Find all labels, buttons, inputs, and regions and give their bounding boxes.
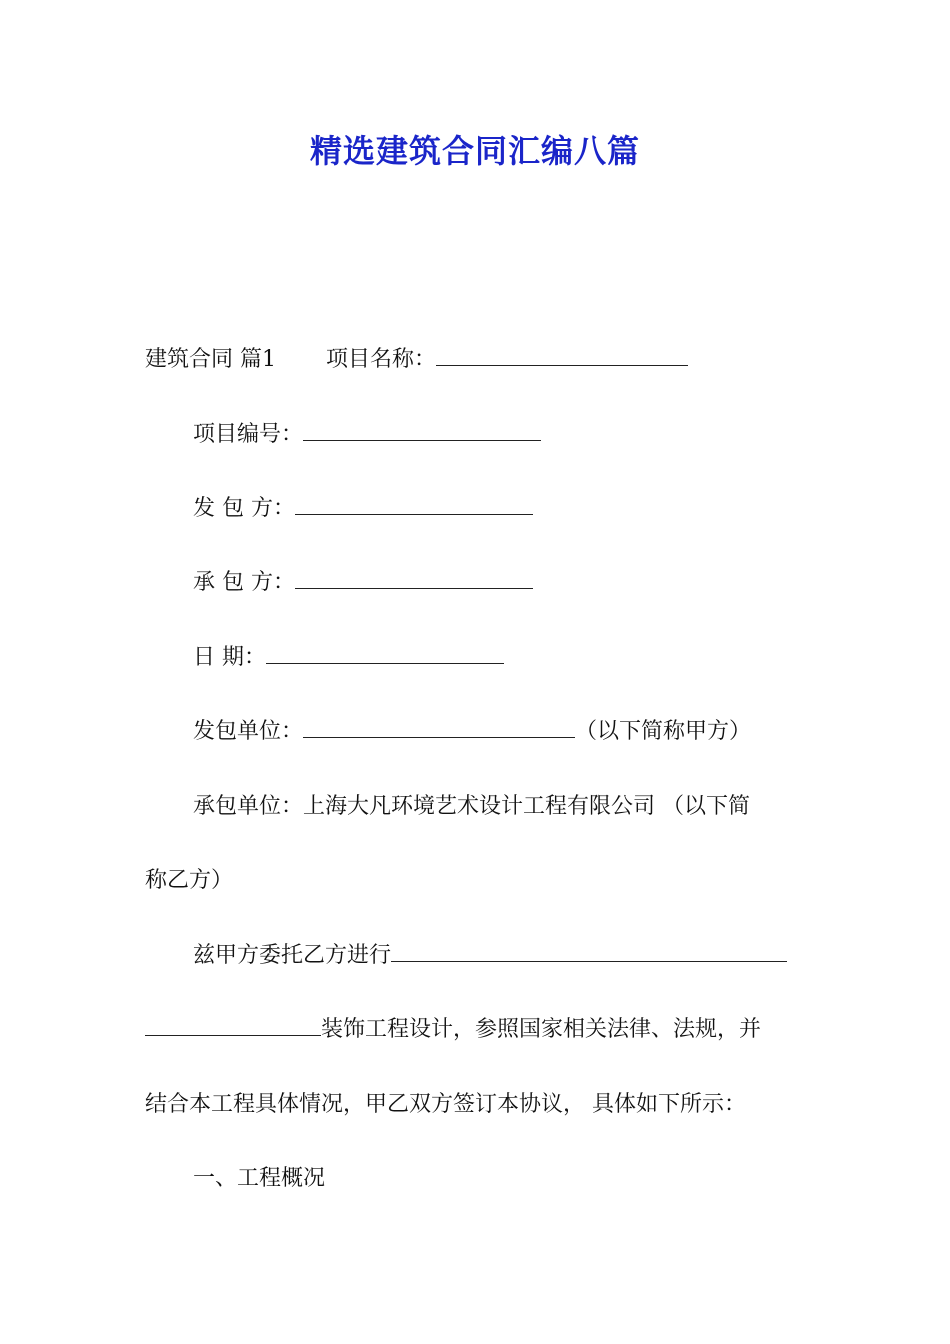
commission-line	[193, 941, 787, 971]
contractor-unit-line: 承包单位：上海大凡环境艺术设计工程有限公司 （以下简	[193, 794, 750, 819]
contract-heading: 建筑合同 篇1	[145, 347, 276, 372]
date-label: 日 期：	[193, 645, 266, 670]
project-name-blank	[436, 345, 688, 366]
agreement-line: 结合本工程具体情况，甲乙双方签订本协议， 具体如下所示：	[145, 1092, 746, 1117]
employer-unit-blank	[303, 717, 575, 738]
employer-unit-label: 发包单位：	[193, 719, 304, 744]
commission-text: 兹甲方委托乙方进行	[193, 943, 392, 968]
contractor-label: 承 包 方：	[193, 570, 295, 595]
employer-unit-line	[193, 717, 751, 747]
contractor-unit-continued: 称乙方）	[145, 868, 234, 893]
contract-heading-line	[145, 345, 688, 375]
project-number-line	[193, 420, 541, 450]
date-blank	[266, 643, 504, 664]
date-line	[193, 643, 504, 673]
employer-line	[193, 494, 533, 524]
design-text: 装饰工程设计，参照国家相关法律、法规，并	[321, 1017, 762, 1042]
contractor-line	[193, 568, 533, 598]
employer-label: 发 包 方：	[193, 496, 295, 521]
employer-blank	[295, 494, 533, 515]
project-name-label: 项目名称：	[326, 347, 437, 372]
design-blank	[145, 1015, 321, 1036]
document-title: 精选建筑合同汇编八篇	[309, 132, 640, 170]
design-line	[145, 1015, 761, 1045]
employer-unit-suffix: （以下简称甲方）	[575, 719, 752, 744]
project-number-label: 项目编号：	[193, 422, 304, 447]
contractor-blank	[295, 568, 533, 589]
project-number-blank	[303, 420, 541, 441]
commission-blank	[391, 941, 787, 962]
section-heading: 一、工程概况	[193, 1166, 326, 1191]
